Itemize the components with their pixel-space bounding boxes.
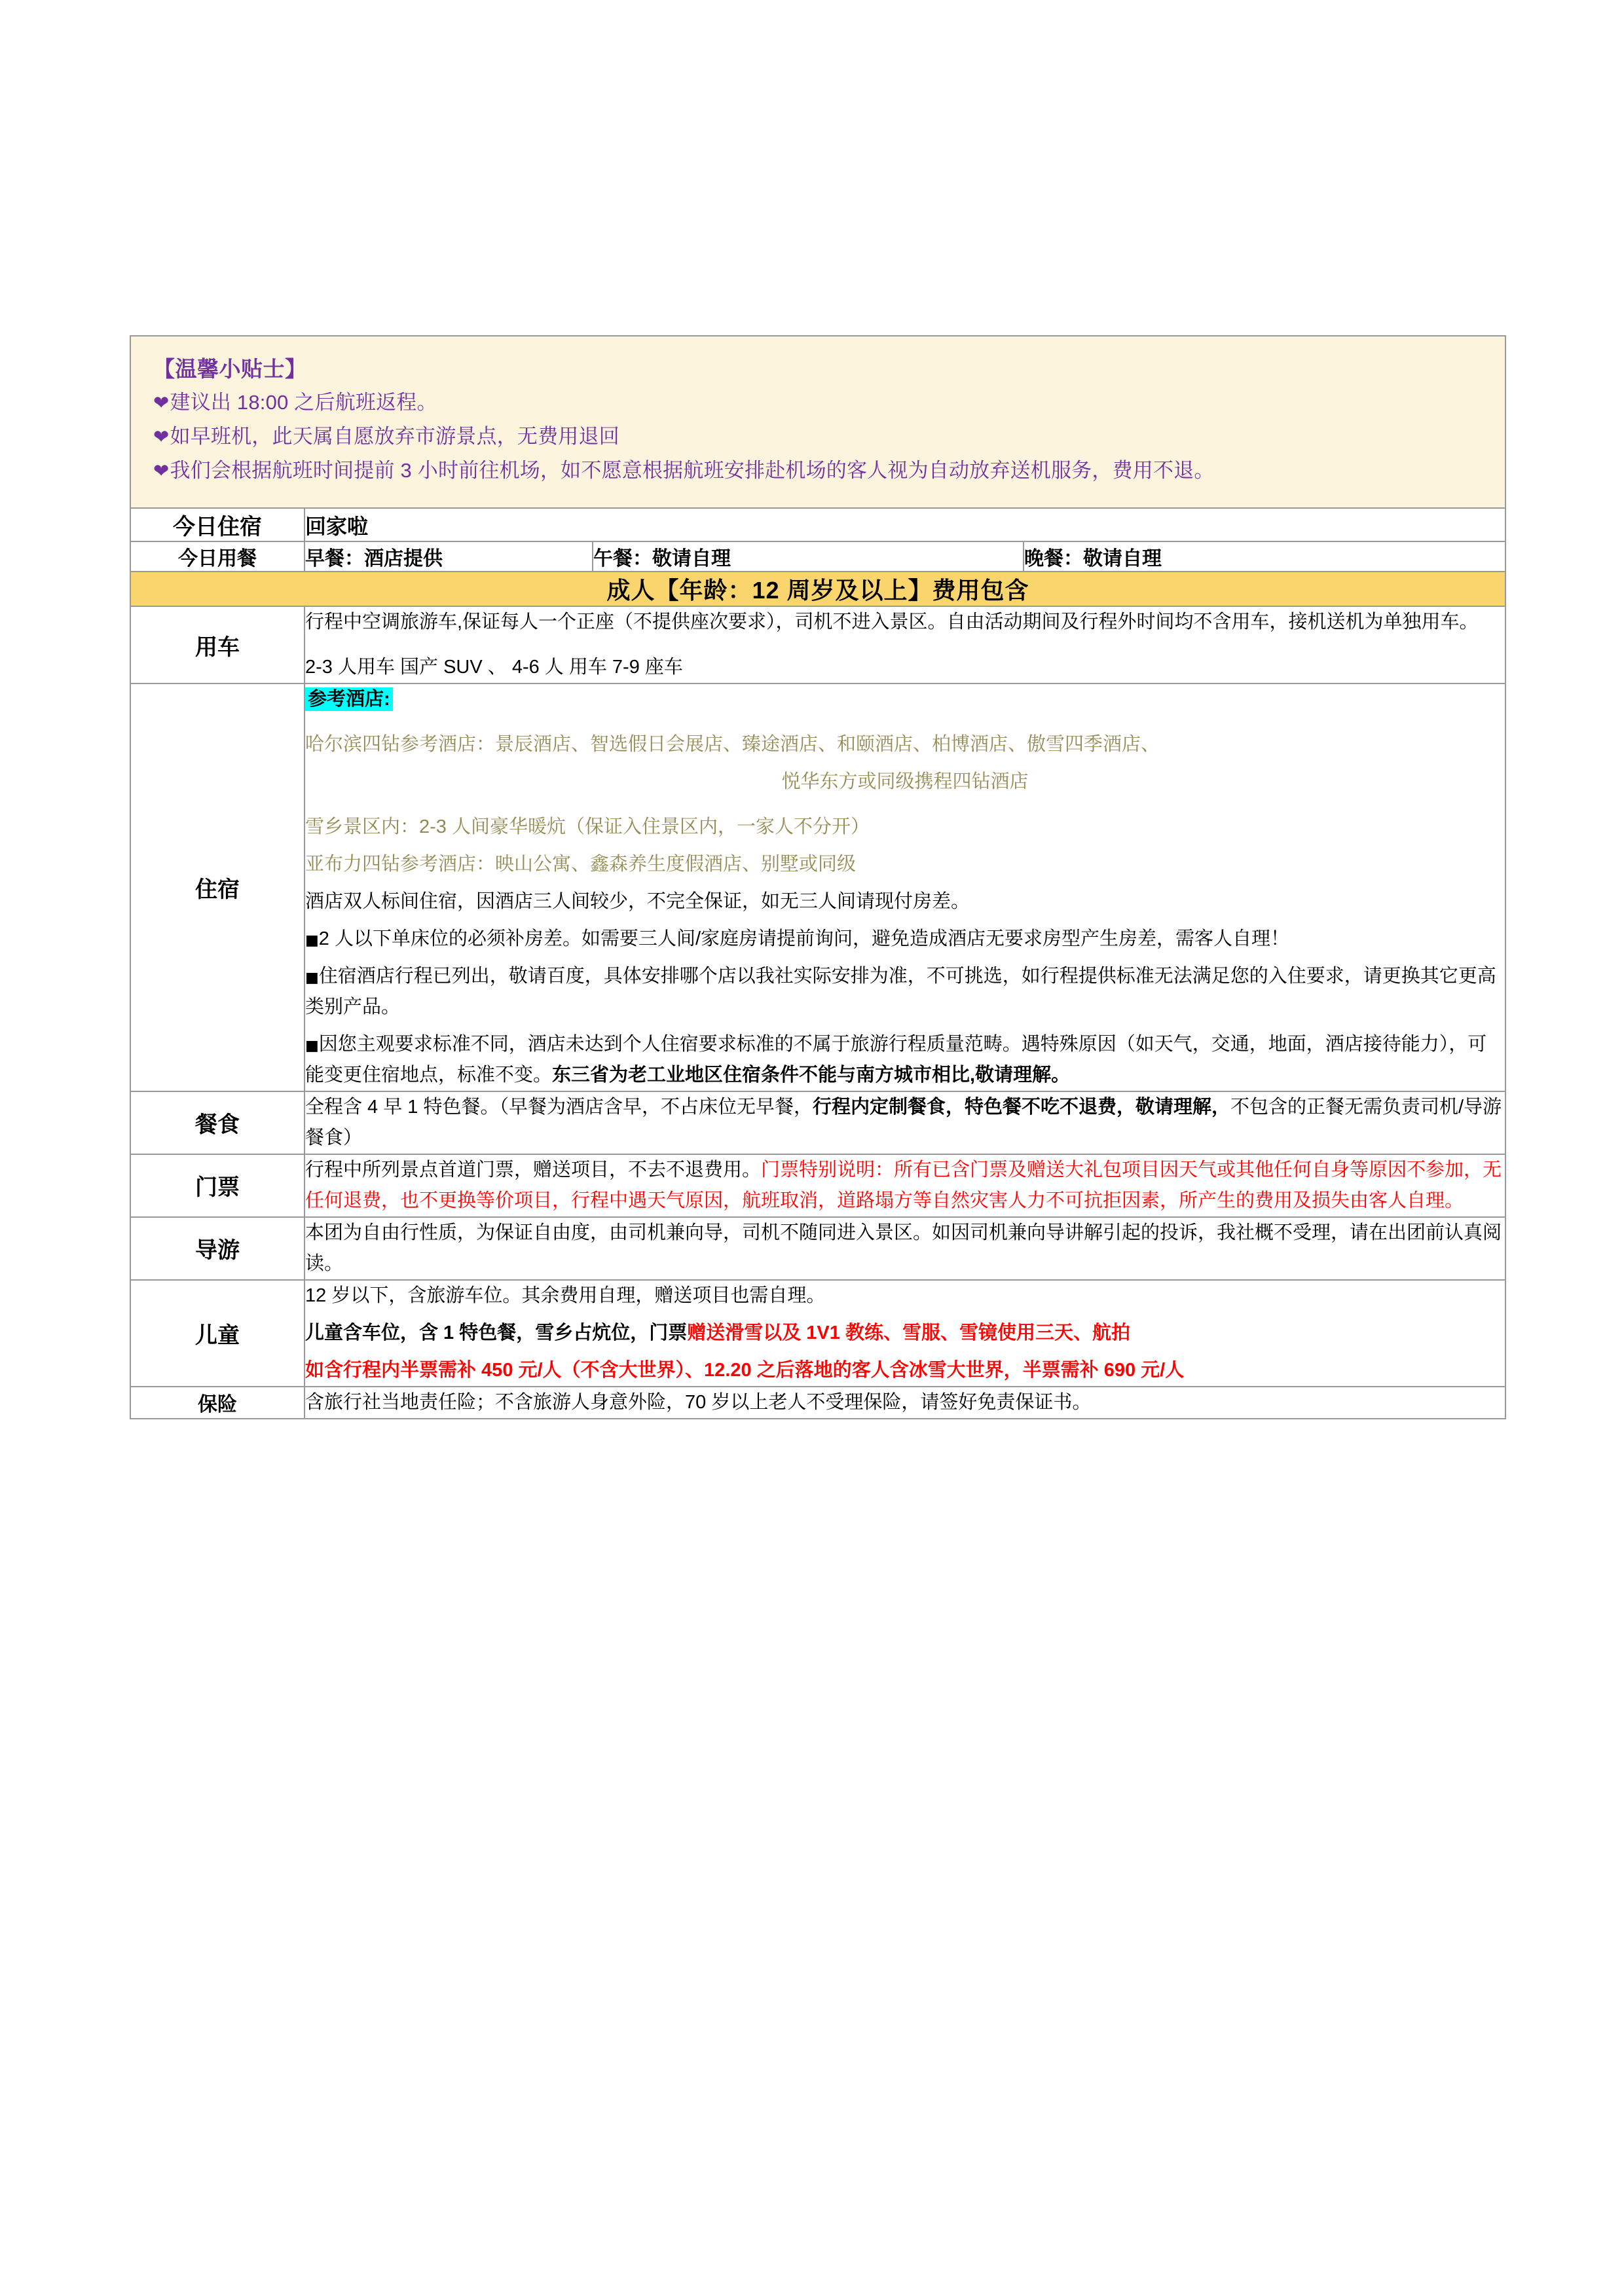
square-bullet-icon: ■	[305, 932, 319, 949]
food-part-2: 行程内定制餐食，特色餐不吃不退费，敬请理解，	[813, 1096, 1231, 1118]
adult-cost-banner: 成人【年龄：12 周岁及以上】费用包含	[130, 572, 1505, 606]
harbin-hotels-line-1: 哈尔滨四钻参考酒店：景辰酒店、智选假日会展店、臻途酒店、和颐酒店、柏博酒店、傲雪四季酒店、	[305, 734, 1160, 756]
square-bullet-icon: ■	[305, 1038, 319, 1055]
food-content	[304, 1091, 1505, 1154]
harbin-hotels-line-2: 悦华东方或同级携程四钻酒店	[781, 771, 1029, 793]
square-bullet-icon: ■	[305, 970, 319, 987]
accommodation-row	[130, 683, 1505, 1091]
insurance-text: 含旅行社当地责任险；不含旅游人身意外险，70 岁以上老人不受理保险，请签好免责保证书。	[305, 1391, 1092, 1413]
itinerary-cost-table	[130, 335, 1506, 1419]
yabuli-line: 亚布力四钻参考酒店：映山公寓、鑫森养生度假酒店、别墅或同级	[305, 854, 857, 875]
today-stay-value: 回家啦	[304, 508, 1505, 541]
food-part-1: 全程含 4 早 1 特色餐。（早餐为酒店含早，不占床位无早餐，	[305, 1096, 813, 1118]
food-part-3: 不包含的正餐无需负责司机/导游餐食）	[305, 1096, 1502, 1148]
ref-hotels-tag-wrap	[305, 684, 1505, 715]
accommodation-bullet-1-text: 2 人以下单床位的必须补房差。如需要三人间/家庭房请提前询问，避免造成酒店无要求房型产生房差，需客人自理！	[318, 928, 1290, 950]
tips-line-2-text: 如早班机，此天属自愿放弃市游景点，无费用退回	[170, 425, 619, 448]
today-stay-label: 今日住宿	[130, 508, 304, 541]
children-content	[304, 1280, 1505, 1387]
accommodation-content	[304, 683, 1505, 1091]
ref-hotels-tag: 参考酒店:	[305, 687, 393, 711]
guide-content	[304, 1217, 1505, 1280]
ticket-text	[305, 1155, 1505, 1216]
children-row	[130, 1280, 1505, 1387]
ticket-normal: 行程中所列景点首道门票，赠送项目，不去不退费用。	[305, 1159, 762, 1180]
ticket-label: 门票	[130, 1154, 304, 1217]
accommodation-bullet-1	[305, 924, 1505, 955]
accommodation-bullet-2-text: 住宿酒店行程已列出，敬请百度，具体安排哪个店以我社实际安排为准，不可挑选，如行程提供标准无法满足您的入住要求，请更换其它更高类别产品。	[305, 966, 1496, 1018]
today-meals-label: 今日用餐	[130, 541, 304, 572]
accommodation-bullet-3-text: 因您主观要求标准不同，酒店未达到个人住宿要求标准的不属于旅游行程质量范畴。遇特殊原因（如天气，交通，地面，酒店接待能力），可能变更住宿地点，标准不变。	[305, 1034, 1487, 1085]
accommodation-label: 住宿	[130, 683, 304, 1091]
tips-line-3	[153, 454, 1483, 488]
transport-label: 用车	[130, 606, 304, 683]
tips-line-3-text: 我们会根据航班时间提前 3 小时前往机场，如不愿意根据航班安排赴机场的客人视为自动放弃送机服务，费用不退。	[170, 459, 1215, 483]
adult-cost-banner-row	[130, 572, 1505, 606]
food-text	[305, 1092, 1505, 1154]
children-line-2	[305, 1318, 1505, 1349]
tips-line-1-text: 建议出 18:00 之后航班返程。	[170, 391, 437, 414]
heart-icon: ❤	[153, 427, 170, 448]
lunch-value: 午餐：敬请自理	[593, 541, 1024, 572]
transport-para-1: 行程中空调旅游车,保证每人一个正座（不提供座次要求），司机不进入景区。自由活动期间及行程外时间均不含用车，接机送机为单独用车。	[305, 611, 1479, 633]
children-line-2-black: 儿童含车位，含 1 特色餐，雪乡占炕位，门票	[305, 1322, 688, 1343]
insurance-row	[130, 1387, 1505, 1419]
tips-title: 【温馨小贴士】	[153, 357, 307, 381]
accommodation-bullet-3-bold: 东三省为老工业地区住宿条件不能与南方城市相比,敬请理解。	[552, 1065, 1071, 1085]
insurance-label: 保险	[130, 1387, 304, 1419]
children-line-1: 12 岁以下，含旅游车位。其余费用自理，赠送项目也需自理。	[305, 1285, 826, 1306]
children-line-2-red: 赠送滑雪以及 1V1 教练、雪服、雪镜使用三天、航拍	[687, 1322, 1130, 1343]
ticket-red-note: 门票特别说明：所有已含门票及赠送大礼包项目因天气或其他任何自身等原因不参加，无任何退费，也不更换等价项目，行程中遇天气原因，航班取消，道路塌方等自然灾害人力不可抗拒因素，所产生的费用及损失由客人自理。	[305, 1159, 1502, 1211]
insurance-content	[304, 1387, 1505, 1419]
heart-icon: ❤	[153, 393, 170, 414]
guide-text: 本团为自由行性质，为保证自由度，由司机兼向导，司机不随同进入景区。如因司机兼向导讲解引起的投诉，我社概不受理，请在出团前认真阅读。	[305, 1222, 1502, 1274]
today-stay-row	[130, 508, 1505, 541]
ticket-row	[130, 1154, 1505, 1217]
accommodation-bullet-2	[305, 961, 1505, 1023]
children-line-3	[305, 1355, 1505, 1386]
food-label: 餐食	[130, 1091, 304, 1154]
tips-line-1	[153, 386, 1483, 420]
dinner-value: 晚餐：敬请自理	[1024, 541, 1505, 572]
tips-box	[130, 336, 1505, 508]
tips-line-2	[153, 420, 1483, 454]
breakfast-value: 早餐：酒店提供	[304, 541, 593, 572]
standard-room-note: 酒店双人标间住宿，因酒店三人间较少，不完全保证，如无三人间请现付房差。	[305, 891, 970, 913]
accommodation-bullet-3	[305, 1029, 1505, 1091]
children-line-3-red: 如含行程内半票需补 450 元/人（不含大世界）、12.20 之后落地的客人含冰雪大世界，半票需补 690 元/人	[305, 1359, 1185, 1381]
tips-row	[130, 336, 1505, 508]
food-row	[130, 1091, 1505, 1154]
transport-content	[304, 606, 1505, 683]
ticket-content	[304, 1154, 1505, 1217]
transport-row	[130, 606, 1505, 683]
xuexiang-line: 雪乡景区内：2-3 人间豪华暖炕（保证入住景区内，一家人不分开）	[305, 816, 870, 838]
guide-label: 导游	[130, 1217, 304, 1280]
transport-para-2: 2-3 人用车 国产 SUV 、 4-6 人 用车 7-9 座车	[305, 657, 683, 678]
heart-icon: ❤	[153, 461, 170, 483]
guide-row	[130, 1217, 1505, 1280]
children-label: 儿童	[130, 1280, 304, 1387]
today-meals-row	[130, 541, 1505, 572]
